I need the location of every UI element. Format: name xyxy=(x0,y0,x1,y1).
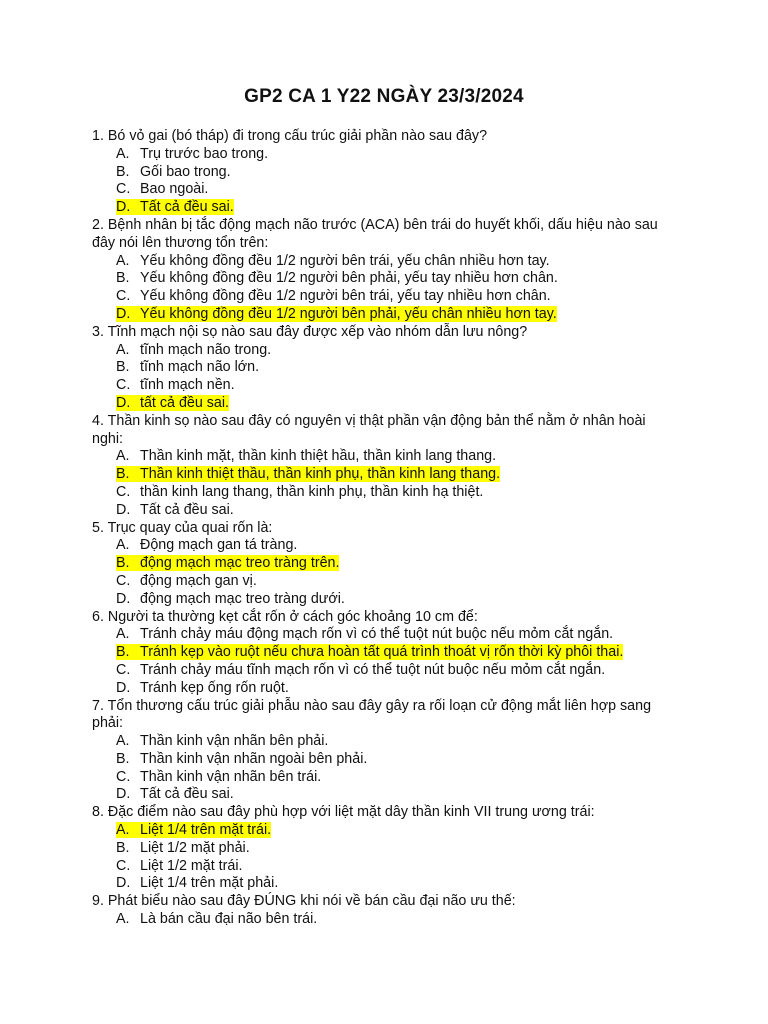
answer-wrap xyxy=(116,751,367,767)
question-text: 4. Thần kinh sọ nào sau đây có nguyên vị thật phần vận động bản thể nằm ở nhân hoài nghi: xyxy=(92,412,646,447)
answer-options xyxy=(92,733,672,804)
highlighted-answer xyxy=(116,644,623,660)
answer-option xyxy=(92,680,672,698)
option-letter: D. xyxy=(116,501,131,518)
option-text: Tất cả đều sai. xyxy=(140,786,234,803)
answer-option xyxy=(92,644,672,662)
option-letter: A. xyxy=(116,733,130,750)
answer-wrap xyxy=(116,342,271,358)
option-text: tất cả đều sai. xyxy=(140,394,230,411)
answer-option xyxy=(92,448,672,466)
option-letter: D. xyxy=(116,394,131,411)
option-text: Liệt 1/2 mặt phải. xyxy=(140,839,250,856)
answer-option xyxy=(92,822,672,840)
answer-wrap xyxy=(116,573,257,589)
answer-wrap xyxy=(116,591,345,607)
answer-option xyxy=(92,751,672,769)
answer-options xyxy=(92,911,672,929)
option-text: động mạch gan vị. xyxy=(140,572,257,589)
answer-option xyxy=(92,342,672,360)
option-text: Tất cả đều sai. xyxy=(140,501,234,518)
answer-options xyxy=(92,822,672,893)
answer-option xyxy=(92,537,672,555)
option-letter: D. xyxy=(116,679,131,696)
option-text: Yếu không đồng đều 1/2 người bên trái, yếu tay nhiều hơn chân. xyxy=(140,288,551,305)
option-text: Bao ngoài. xyxy=(140,181,209,198)
question-text: 2. Bệnh nhân bị tắc động mạch não trước (ACA) bên trái do huyết khối, dấu hiệu nào sau đây nói lên thương tổn trên: xyxy=(92,216,658,251)
answer-option xyxy=(92,573,672,591)
option-text: Tránh kẹp ống rốn ruột. xyxy=(140,679,289,696)
option-letter: C. xyxy=(116,857,131,874)
answer-wrap xyxy=(116,769,321,785)
answer-wrap xyxy=(116,253,550,269)
option-text: Thần kinh vận nhãn bên trái. xyxy=(140,768,322,785)
option-letter: A. xyxy=(116,341,130,358)
answer-options xyxy=(92,626,672,697)
highlighted-answer xyxy=(116,555,339,571)
question-text: 3. Tĩnh mạch nội sọ nào sau đây được xếp vào nhóm dẫn lưu nông? xyxy=(92,323,528,340)
answer-option xyxy=(92,840,672,858)
answer-wrap xyxy=(116,875,278,891)
option-text: Trụ trước bao trong. xyxy=(140,145,269,162)
option-text: Liệt 1/4 trên mặt phải. xyxy=(140,875,279,892)
answer-options xyxy=(92,253,672,324)
option-letter: B. xyxy=(116,644,130,661)
option-letter: D. xyxy=(116,199,131,216)
page-title: GP2 CA 1 Y22 NGÀY 23/3/2024 xyxy=(244,86,524,107)
option-text: Gối bao trong. xyxy=(140,163,231,180)
answer-wrap xyxy=(116,662,605,678)
answer-options xyxy=(92,146,672,217)
option-letter: B. xyxy=(116,839,130,856)
option-letter: B. xyxy=(116,359,130,376)
answer-option xyxy=(92,306,672,324)
answer-wrap xyxy=(116,484,483,500)
highlighted-answer xyxy=(116,199,234,215)
answer-wrap xyxy=(116,733,328,749)
option-text: Động mạch gan tá tràng. xyxy=(140,537,298,554)
answer-wrap xyxy=(116,359,259,375)
answer-wrap xyxy=(116,181,208,197)
highlighted-answer xyxy=(116,395,229,411)
answer-wrap xyxy=(116,146,268,162)
option-text: Tất cả đều sai. xyxy=(140,199,234,216)
option-letter: A. xyxy=(116,626,130,643)
answer-option xyxy=(92,786,672,804)
question-text: 8. Đặc điểm nào sau đây phù hợp với liệt mặt dây thần kinh VII trung ương trái: xyxy=(92,804,595,821)
answer-wrap xyxy=(116,911,317,927)
answer-option xyxy=(92,199,672,217)
answer-option xyxy=(92,626,672,644)
question-text: 1. Bó vỏ gai (bó tháp) đi trong cấu trúc giải phần nào sau đây? xyxy=(92,128,488,144)
answer-option xyxy=(92,733,672,751)
answer-wrap xyxy=(116,680,289,696)
answer-wrap xyxy=(116,858,243,874)
answer-option xyxy=(92,288,672,306)
option-text: Yếu không đồng đều 1/2 người bên phải, yếu chân nhiều hơn tay. xyxy=(140,305,557,322)
option-letter: A. xyxy=(116,537,130,554)
option-letter: D. xyxy=(116,305,131,322)
option-text: Tránh kẹp vào ruột nếu chưa hoàn tất quá trình thoát vị rốn thời kỳ phôi thai. xyxy=(140,644,624,661)
highlighted-answer xyxy=(116,822,271,838)
answer-option xyxy=(92,502,672,520)
answer-option xyxy=(92,662,672,680)
option-text: Liệt 1/2 mặt trái. xyxy=(140,857,243,874)
answer-options xyxy=(92,448,672,519)
answer-option xyxy=(92,270,672,288)
answer-option xyxy=(92,164,672,182)
option-text: Yếu không đồng đều 1/2 người bên phải, yếu tay nhiều hơn chân. xyxy=(140,270,558,287)
answer-wrap xyxy=(116,537,297,553)
question-text: 6. Người ta thường kẹt cắt rốn ở cách góc khoảng 10 cm để: xyxy=(92,608,478,625)
answer-wrap xyxy=(116,786,234,802)
option-text: Thần kinh thiệt thầu, thần kinh phụ, thần kinh lang thang. xyxy=(140,466,501,483)
answer-options xyxy=(92,537,672,608)
option-letter: A. xyxy=(116,448,130,465)
answer-option xyxy=(92,253,672,271)
answer-wrap xyxy=(116,164,231,180)
option-letter: C. xyxy=(116,483,131,500)
option-letter: D. xyxy=(116,590,131,607)
option-text: thần kinh lang thang, thần kinh phụ, thần kinh hạ thiệt. xyxy=(140,483,484,500)
option-letter: D. xyxy=(116,875,131,892)
answer-option xyxy=(92,377,672,395)
answer-option xyxy=(92,875,672,893)
option-letter: B. xyxy=(116,555,130,572)
question-text: 7. Tổn thương cấu trúc giải phẫu nào sau đây gây ra rối loạn cử động mắt liên hợp sang phải: xyxy=(92,697,652,732)
option-letter: C. xyxy=(116,377,131,394)
answer-wrap xyxy=(116,448,496,464)
option-text: động mạch mạc treo tràng dưới. xyxy=(140,590,345,607)
answer-option xyxy=(92,555,672,573)
option-text: tĩnh mạch não lớn. xyxy=(140,359,260,376)
answer-options xyxy=(92,342,672,413)
question-text: 9. Phát biểu nào sau đây ĐÚNG khi nói về bán cầu đại não ưu thế: xyxy=(92,893,516,910)
answer-wrap xyxy=(116,377,235,393)
answer-wrap xyxy=(116,626,613,642)
option-letter: B. xyxy=(116,163,130,180)
option-text: Là bán cầu đại não bên trái. xyxy=(140,911,318,928)
answer-option xyxy=(92,591,672,609)
option-letter: C. xyxy=(116,768,131,785)
option-letter: A. xyxy=(116,911,130,928)
answer-wrap xyxy=(116,270,558,286)
answer-option xyxy=(92,181,672,199)
option-letter: A. xyxy=(116,145,130,162)
option-text: Tránh chảy máu động mạch rốn vì có thể tuột nút buộc nếu mỏm cắt ngắn. xyxy=(140,626,614,643)
answer-wrap xyxy=(116,840,250,856)
option-text: động mạch mạc treo tràng trên. xyxy=(140,555,340,572)
highlighted-answer xyxy=(116,466,500,482)
option-letter: B. xyxy=(116,270,130,287)
option-letter: C. xyxy=(116,661,131,678)
answer-option xyxy=(92,911,672,929)
option-text: Tránh chảy máu tĩnh mạch rốn vì có thể tuột nút buộc nếu mỏm cắt ngắn. xyxy=(140,661,606,678)
option-letter: D. xyxy=(116,786,131,803)
answer-option xyxy=(92,359,672,377)
question-list xyxy=(92,128,672,929)
option-letter: C. xyxy=(116,181,131,198)
question-text: 5. Trục quay của quai rốn là: xyxy=(92,519,273,536)
option-text: tĩnh mạch nền. xyxy=(140,377,235,394)
option-text: Yếu không đồng đều 1/2 người bên trái, yếu chân nhiều hơn tay. xyxy=(140,252,550,269)
option-text: Thần kinh mặt, thần kinh thiệt hầu, thần kinh lang thang. xyxy=(140,448,497,465)
option-text: tĩnh mạch não trong. xyxy=(140,341,272,358)
highlighted-answer xyxy=(116,306,557,322)
answer-option xyxy=(92,858,672,876)
option-letter: A. xyxy=(116,252,130,269)
option-letter: A. xyxy=(116,822,130,839)
option-letter: B. xyxy=(116,750,130,767)
option-text: Thần kinh vận nhãn ngoài bên phải. xyxy=(140,750,368,767)
answer-option xyxy=(92,395,672,413)
answer-option xyxy=(92,146,672,164)
answer-option xyxy=(92,769,672,787)
option-letter: B. xyxy=(116,466,130,483)
option-letter: C. xyxy=(116,572,131,589)
option-letter: C. xyxy=(116,288,131,305)
option-text: Liệt 1/4 trên mặt trái. xyxy=(140,822,272,839)
answer-option xyxy=(92,466,672,484)
answer-option xyxy=(92,484,672,502)
answer-wrap xyxy=(116,502,234,518)
option-text: Thần kinh vận nhãn bên phải. xyxy=(140,733,329,750)
answer-wrap xyxy=(116,288,551,304)
